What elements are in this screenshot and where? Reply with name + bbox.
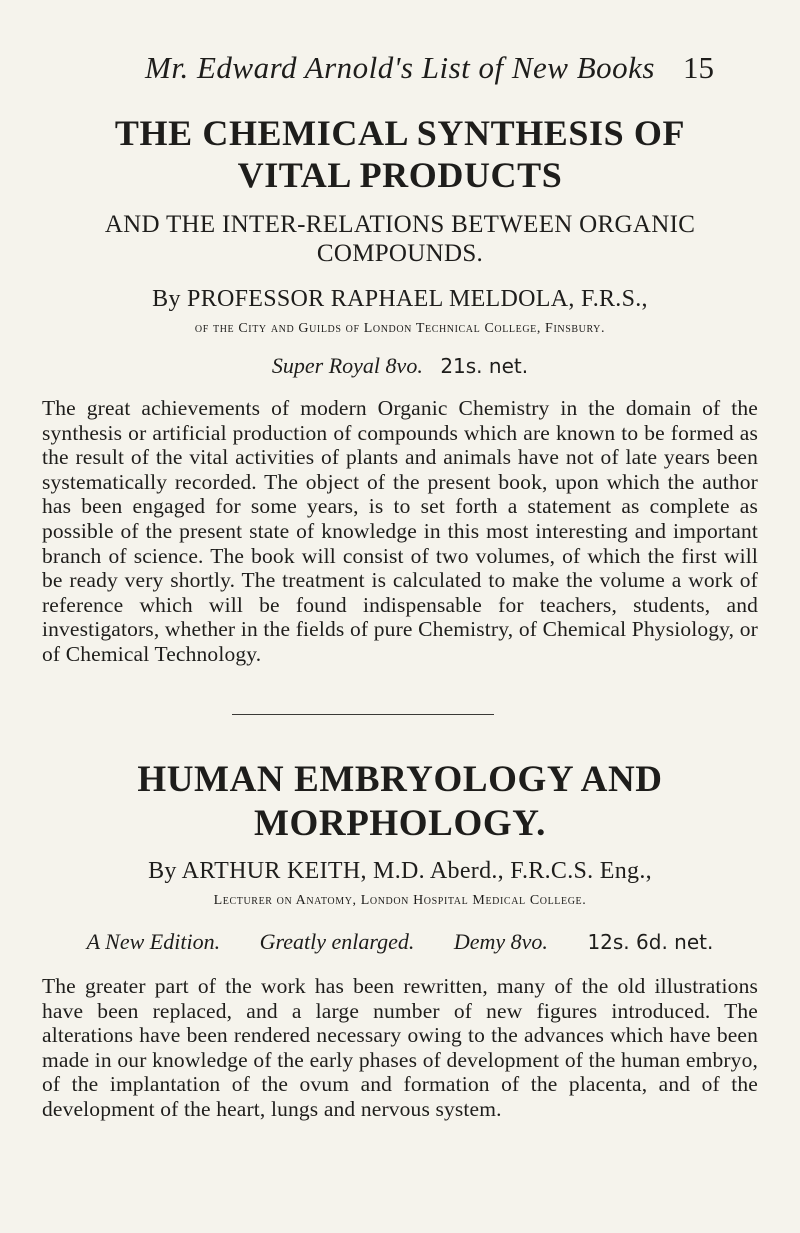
book-description: The greater part of the work has been rewritten, many of the old illustrations have been replaced, and a large number of new figures introduced. The alterations have been rendered necessary owing to the advances which have been made in our knowledge of the early phases of development of the human embryo, of the implantation of the ovum and formation of the placenta, and of the development of the heart, lungs and nervous system.	[42, 974, 758, 1121]
format-price-line	[42, 352, 758, 380]
running-head-title: Mr. Edward Arnold's List of New Books	[145, 50, 655, 85]
section-divider	[232, 714, 494, 715]
book-subtitle-line: COMPOUNDS.	[316, 240, 484, 267]
book-author: By PROFESSOR RAPHAEL MELDOLA, F.R.S.,	[152, 286, 648, 312]
book-description: The great achievements of modern Organic Chemistry in the domain of the synthesis or artificial production of compounds which are known to be formed as the result of the vital activities of plants and animals have not of late years been systematically recorded. The object of the present book, upon which the author has been engaged for some years, is to set forth a statement as complete as possible of the present state of knowledge in this most interesting and important branch of science. The book will consist of two volumes, of which the first will be ready very shortly. The treatment is calculated to make the volume a work of reference which will be found indispensable for teachers, students, and investigators, whether in the fields of pure Chemistry, of Chemical Physiology, or of Chemical Technology.	[42, 396, 758, 666]
running-head	[0, 50, 800, 90]
book-subtitle-line: AND THE INTER-RELATIONS BETWEEN ORGANIC	[104, 211, 696, 238]
book-enlarged-note: Greatly enlarged.	[259, 929, 415, 954]
book-title-line: THE CHEMICAL SYNTHESIS OF	[114, 113, 686, 153]
book-title-line: HUMAN EMBRYOLOGY AND	[137, 759, 663, 800]
book-format: Super Royal 8vo.	[271, 353, 423, 378]
book-title-line: VITAL PRODUCTS	[237, 155, 563, 195]
book-entry-chemical-synthesis	[42, 112, 758, 667]
book-format: Demy 8vo.	[453, 929, 548, 954]
book-price: 12s. 6d. net.	[587, 930, 714, 954]
page-number: 15	[683, 50, 714, 85]
book-price: 21s. net.	[440, 354, 529, 378]
book-entry-human-embryology	[42, 758, 758, 1122]
author-affiliation: of the City and Guilds of London Technical College, Finsbury.	[194, 321, 606, 336]
book-author: By ARTHUR KEITH, M.D. Aberd., F.R.C.S. Eng.,	[148, 858, 652, 884]
author-affiliation: Lecturer on Anatomy, London Hospital Medical College.	[213, 893, 587, 908]
edition-price-line	[42, 928, 758, 956]
book-edition: A New Edition.	[86, 929, 221, 954]
book-title-line: MORPHOLOGY.	[254, 803, 546, 844]
